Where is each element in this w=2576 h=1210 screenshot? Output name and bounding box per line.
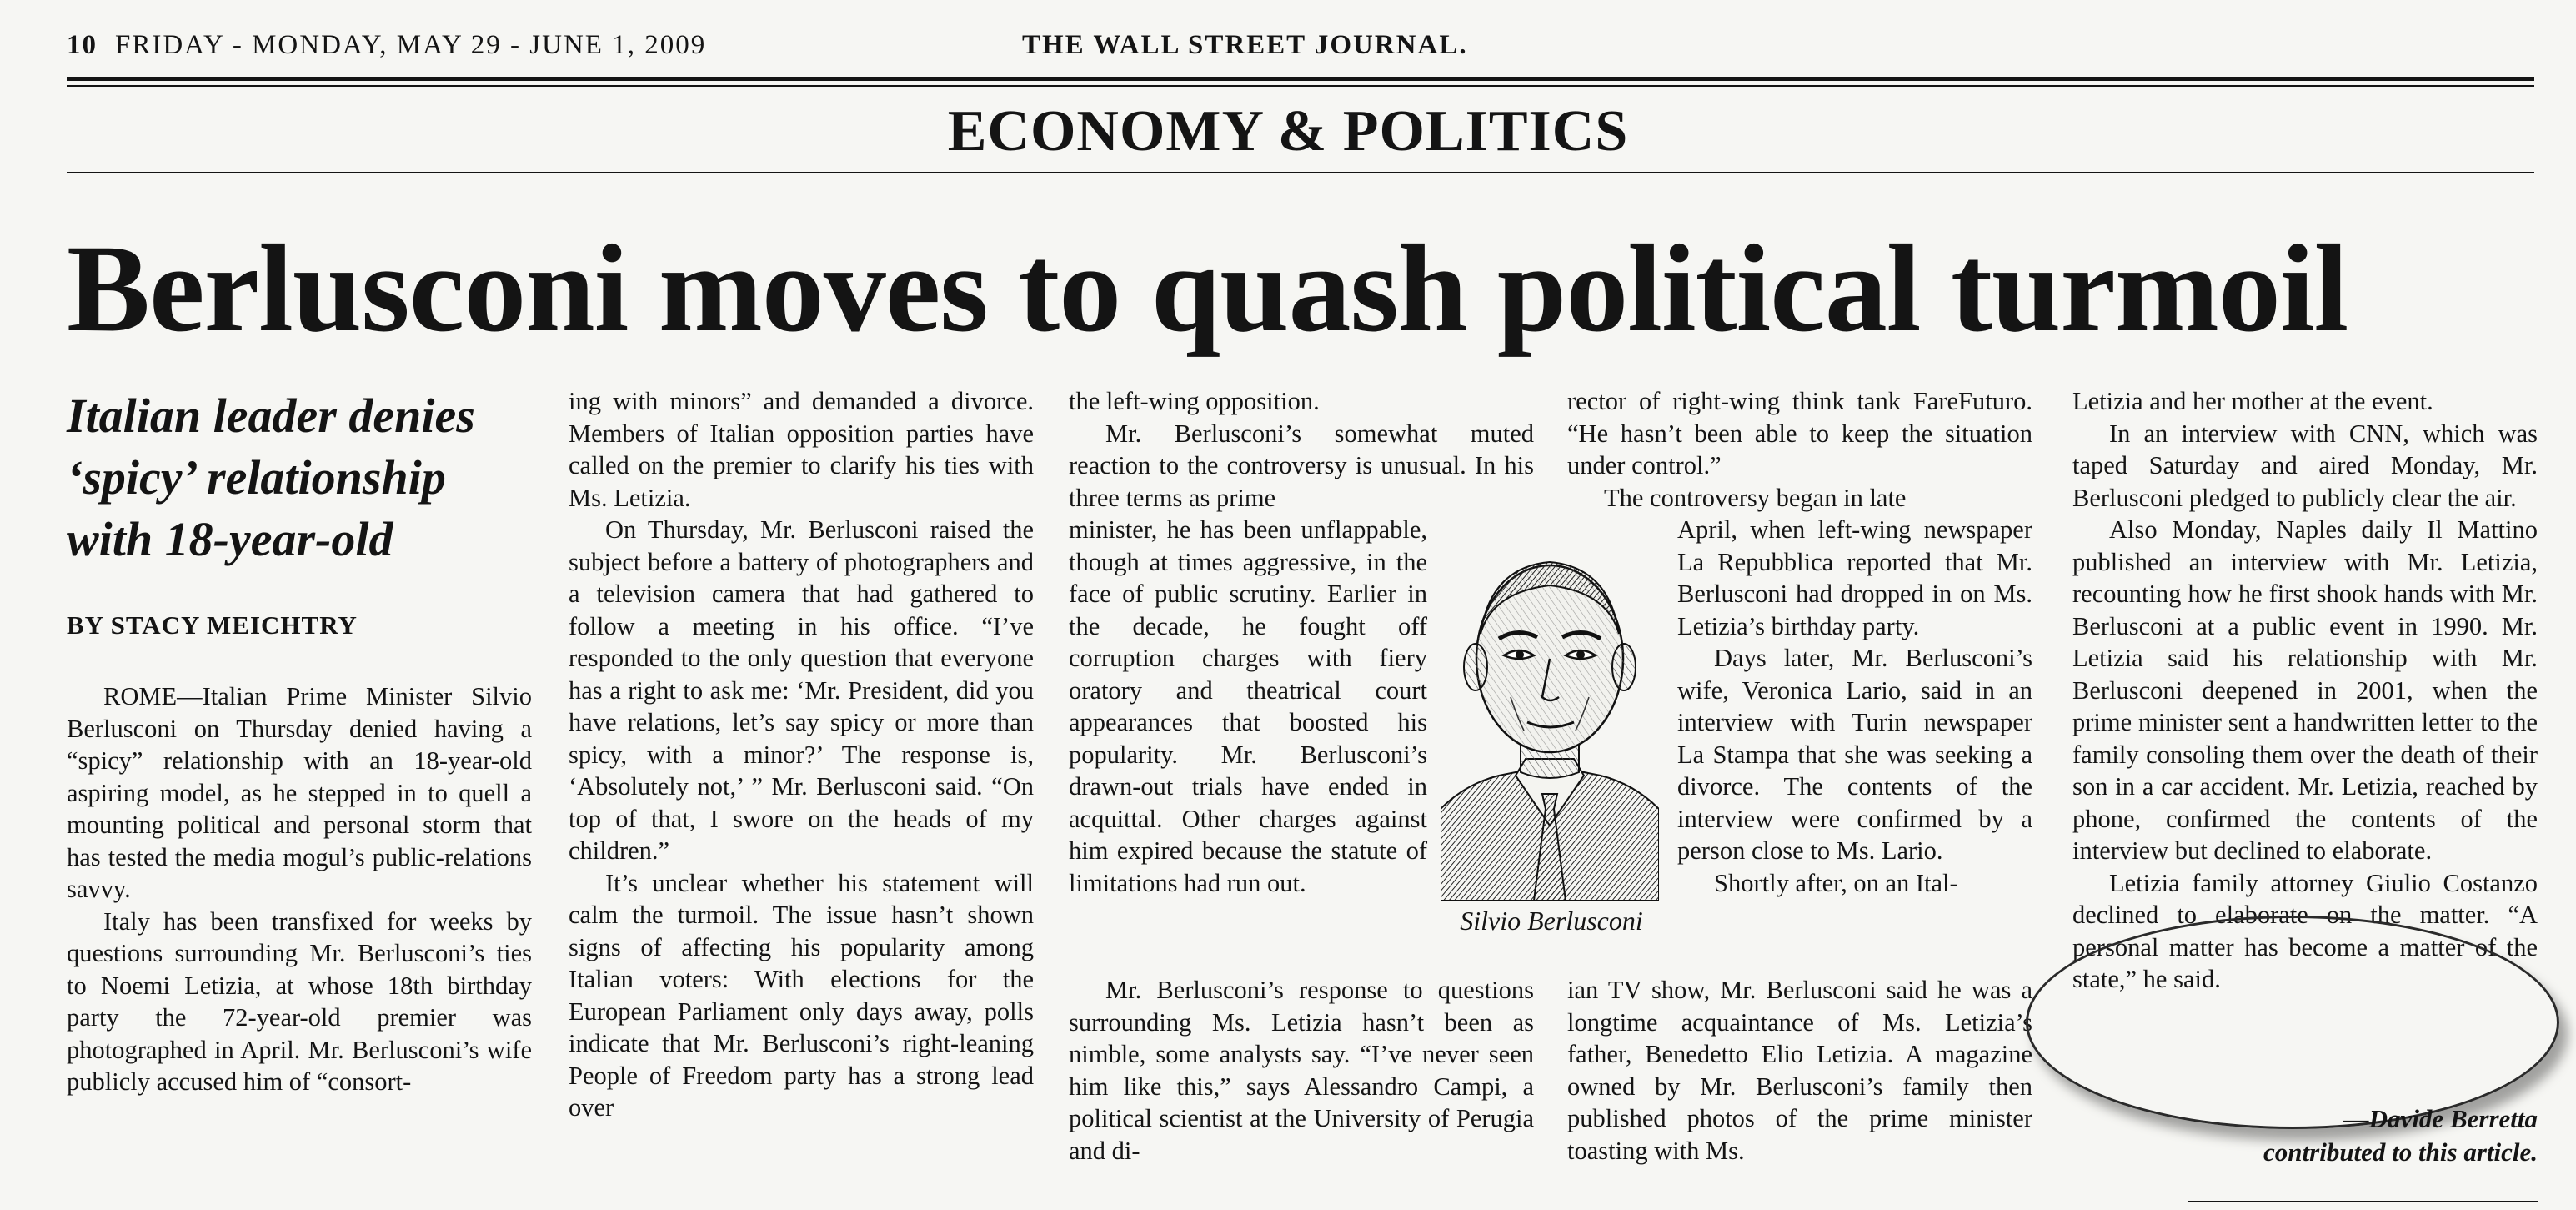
article-column-4-top — [1567, 385, 2032, 514]
dateline: FRIDAY - MONDAY, MAY 29 - JUNE 1, 2009 — [115, 30, 707, 60]
paper-name: THE WALL STREET JOURNAL. — [1022, 30, 1468, 60]
paragraph: The controversy began in late — [1604, 483, 1907, 512]
highlight-circle — [2026, 916, 2559, 1129]
masthead-rule-thin — [67, 85, 2534, 87]
paragraph: minister, he has been unflappable, though at times aggressive, in the face of public scrutiny. Earlier in the decade, he fought off corruption charges with fiery oratory and theatrical court appearances that boosted his popularity. Mr. Berlusconi’s drawn-out trials have ended in acquittal. Other charges against him expired because the statute of limitations had run out. — [1069, 515, 1427, 897]
paragraph: Italy has been transfixed for weeks by questions surrounding Mr. Berlusconi’s ties to Noemi Letizia, at whose 18th birthday party the 72-year-old premier was photographed in April. Mr. Berlusconi’s wife publicly accused him of “consort- — [67, 906, 532, 1096]
article-column-3-top — [1069, 385, 1534, 514]
paragraph: Shortly after, on an Ital- — [1714, 868, 1958, 897]
masthead-rule-thick — [67, 77, 2534, 81]
paragraph: ian TV show, Mr. Berlusconi said he was a longtime acquaintance of Ms. Letizia’s father, Benedetto Elio Letizia. A magazine owned by Mr. Berlusconi’s family then published photos of the prime minister toasting with Ms. — [1567, 976, 2032, 1165]
paragraph: Days later, Mr. Berlusconi’s wife, Veronica Lario, said in an interview with Turin newspaper La Stampa that she was seeking a divorce. The contents of the interview were confirmed by a person close to Ms. Lario. — [1677, 644, 2032, 865]
article-column-3-bottom — [1069, 974, 1534, 1167]
headline: Berlusconi moves to quash political turmoil — [67, 219, 2348, 358]
paragraph: It’s unclear whether his statement will calm the turmoil. The issue hasn’t shown signs of affecting his popularity among Italian voters: With elections for the European Parliament only days away, polls indicate that Mr. Berlusconi’s right-leaning People of Freedom party has a strong lead over — [569, 868, 1034, 1122]
article-column-5 — [2072, 385, 2538, 996]
portrait-drawing — [1441, 534, 1659, 901]
portrait-illustration — [1441, 534, 1659, 901]
credit-text: contributed to this article. — [2263, 1137, 2538, 1167]
article-column-2 — [569, 385, 1034, 1124]
deck: Italian leader denies ‘spicy’ relationship with 18-year-old — [67, 389, 475, 566]
paragraph: Letizia family attorney Giulio Costanzo declined to elaborate on the matter. “A personal matter has become a matter of the state,” he said. — [2072, 868, 2538, 993]
section-title: ECONOMY & POLITICS — [947, 99, 1629, 163]
credit-name: —Davide Berretta — [2343, 1104, 2538, 1133]
page-number: 10 — [67, 30, 98, 60]
paragraph: the left-wing opposition. — [1069, 387, 1320, 415]
paragraph: ROME—Italian Prime Minister Silvio Berlusconi on Thursday denied having a “spicy” relationship with an 18-year-old aspiring model, as he stepped in to quell a mounting political and personal storm that has tested the media mogul’s public-relations savvy. — [67, 682, 532, 903]
paragraph: Mr. Berlusconi’s response to questions surrounding Ms. Letizia hasn’t been as nimble, some analysts say. “I’ve never seen him like this,” says Alessandro Campi, a political scientist at the University of Perugia and di- — [1069, 976, 1534, 1165]
photo-caption: Silvio Berlusconi — [1460, 906, 1643, 936]
bottom-rule — [2188, 1201, 2538, 1202]
paragraph: On Thursday, Mr. Berlusconi raised the subject before a battery of photographers and a television camera that had gathered to follow a meeting in his office. “I’ve responded to the only question that everyone has a right to ask me: ‘Mr. President, did you have relations, let’s say spicy or more than spicy, with a minor?’ The response is, ‘Absolutely not,’ ” Mr. Berlusconi said. “On top of that, I swore on the heads of my children.” — [569, 515, 1034, 865]
paragraph: Also Monday, Naples daily Il Mattino published an interview with Mr. Letizia, recounting how he first shook hands with Mr. Berlusconi at a public event in 1990. Mr. Letizia said his relationship with Mr. Berlusconi deepened in 2001, when the prime minister sent a handwritten letter to the family consoling them over the death of their son in a car accident. Mr. Letizia, reached by phone, confirmed the contents of the interview but declined to elaborate. — [2072, 515, 2538, 865]
byline: BY STACY MEICHTRY — [67, 610, 358, 640]
article-column-1 — [67, 680, 532, 1098]
paragraph: Letizia and her mother at the event. — [2072, 387, 2433, 415]
article-column-3-wrap — [1069, 514, 1427, 899]
paragraph: In an interview with CNN, which was taped Saturday and aired Monday, Mr. Berlusconi pledged to publicly clear the air. — [2072, 419, 2538, 512]
section-rule — [67, 172, 2534, 173]
article-column-4-bottom — [1567, 974, 2032, 1167]
article-column-4-wrap — [1677, 514, 2032, 899]
paragraph: ing with minors” and demanded a divorce. Members of Italian opposition parties have called on the premier to clarify his ties with Ms. Letizia. — [569, 387, 1034, 512]
paragraph: Mr. Berlusconi’s somewhat muted reaction to the controversy is unusual. In his three terms as prime — [1069, 419, 1534, 512]
paragraph: April, when left-wing newspaper La Repubblica reported that Mr. Berlusconi had dropped in on Ms. Letizia’s birthday party. — [1677, 515, 2032, 640]
paragraph: rector of right-wing think tank FareFuturo. “He hasn’t been able to keep the situation under control.” — [1567, 387, 2032, 479]
